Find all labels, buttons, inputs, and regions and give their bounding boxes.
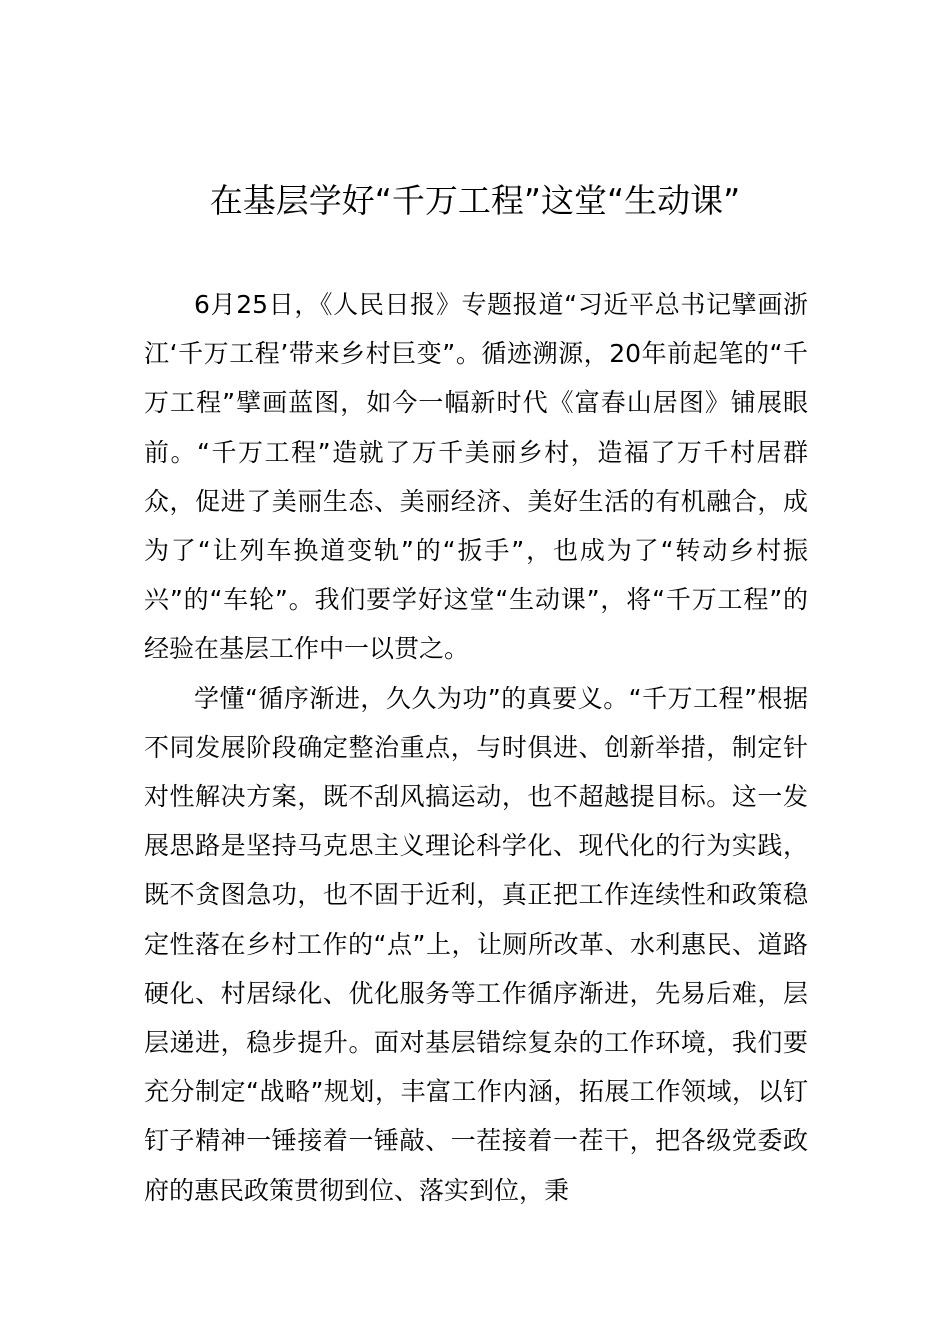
body-paragraph-2: 学懂“循序渐进，久久为功”的真要义。“千万工程”根据不同发展阶段确定整治重点，与时俱进、创新举措，制定针对性解决方案，既不刮风搞运动，也不超越提目标。这一发展思路是坚持马克思主义理论科学化、现代化的行为实践，既不贪图急功，也不固于近利，真正把工作连续性和政策稳定性落在乡村工作的“点”上，让厕所改革、水利惠民、道路硬化、村居绿化、优化服务等工作循序渐进，先易后难，层层递进，稳步提升。面对基层错综复杂的工作环境，我们要充分制定“战略”规划，丰富工作内涵，拓展工作领域，以钉钉子精神一锤接着一锤敲、一茬接着一茬干，把各级党委政府的惠民政策贯彻到位、落实到位，秉 [144,683,808,1205]
document-body [144,280,808,1215]
document-title: 在基层学好“千万工程”这堂“生动课” [209,181,741,220]
body-paragraph-1: 6月25日，《人民日报》专题报道“习近平总书记擘画浙江‘千万工程’带来乡村巨变”。循迹溯源，20年前起笔的“千万工程”擘画蓝图，如今一幅新时代《富春山居图》铺展眼前。“千万工程”造就了万千美丽乡村，造福了万千村居群众，促进了美丽生态、美丽经济、美好生活的有机融合，成为了“让列车换道变轨”的“扳手”，也成为了“转动乡村振兴”的“车轮”。我们要学好这堂“生动课”，将“千万工程”的经验在基层工作中一以贯之。 [144,290,808,664]
